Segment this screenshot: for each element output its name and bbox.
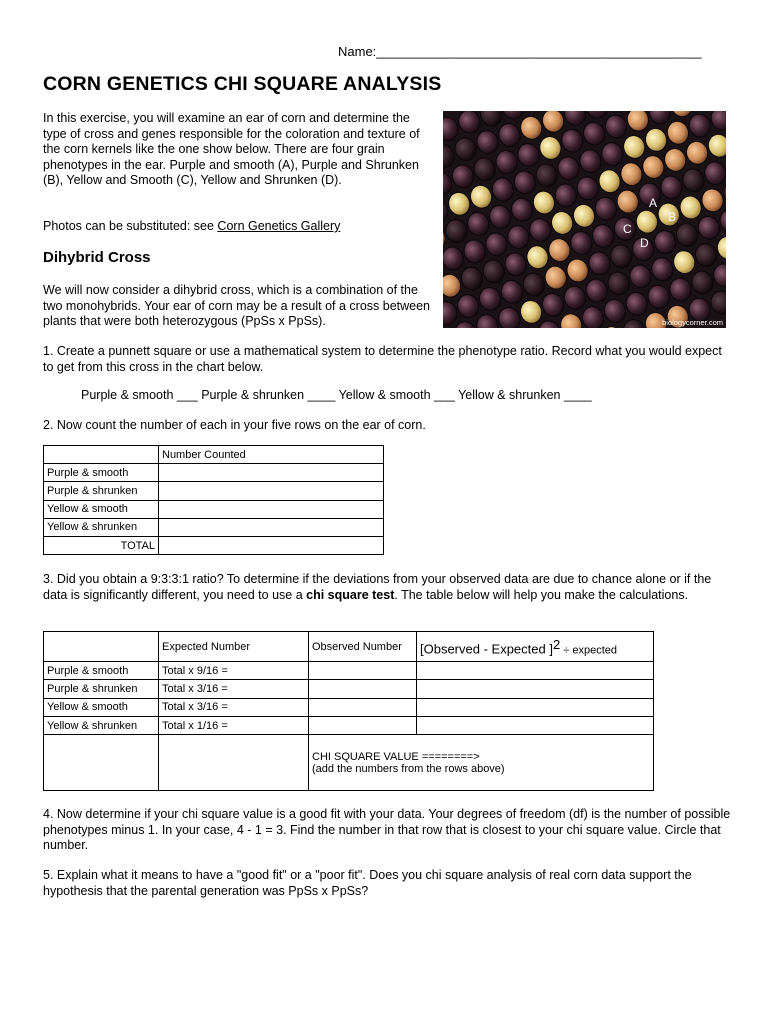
table-header-cell: Number Counted [159, 446, 384, 464]
photo-label-a: A [649, 196, 658, 210]
expected-header: Expected Number [159, 632, 309, 662]
q3-text-before: 3. Did you obtain a 9:3:3:1 ratio? To determine if the deviations from your observed data are due to chance alone or if the data is significantly different, you need to use a [43, 572, 712, 602]
row-label: Yellow & shrunken [44, 716, 159, 734]
chi-input-cell[interactable] [417, 716, 654, 734]
count-table [43, 445, 384, 555]
observed-input-cell[interactable] [309, 680, 417, 698]
observed-input-cell[interactable] [309, 716, 417, 734]
formula-tail: ÷ expected [560, 644, 617, 657]
table-row [44, 735, 654, 791]
photo-label-b: B [668, 210, 677, 224]
photos-note-prefix: Photos can be substituted: see [43, 219, 218, 233]
question-5: 5. Explain what it means to have a "good fit" or a "poor fit". Does you chi square analysis of real corn data support the hypothesis that the parental generation was PpSs x PpSs? [43, 868, 692, 898]
expected-cell[interactable]: Total x 3/16 = [159, 680, 309, 698]
count-input-cell[interactable] [159, 464, 384, 482]
count-input-cell[interactable] [159, 500, 384, 518]
question-2: 2. Now count the number of each in your five rows on the ear of corn. [43, 418, 426, 432]
expected-cell[interactable]: Total x 3/16 = [159, 698, 309, 716]
corn-genetics-gallery-link[interactable]: Corn Genetics Gallery [217, 219, 341, 233]
formula-header [417, 632, 654, 662]
q3-text-after: . The table below will help you make the calculations. [394, 587, 689, 602]
table-row [44, 500, 384, 518]
chi-value-label: CHI SQUARE VALUE ========> [312, 750, 480, 763]
row-label: Purple & smooth [44, 662, 159, 680]
photo-label-c: C [623, 222, 632, 236]
chi-square-table [43, 631, 654, 791]
question-1: 1. Create a punnett square or use a mathematical system to determine the phenotype ratio. Record what you would expect to get from this cross in the chart below. [43, 344, 722, 374]
photos-note [43, 219, 435, 235]
corn-ear-photo [443, 111, 726, 328]
table-row [44, 698, 654, 716]
expected-cell[interactable]: Total x 9/16 = [159, 662, 309, 680]
dihybrid-paragraph: We will now consider a dihybrid cross, which is a combination of the two monohybrids. Your ear of corn may be a result of a cross between plants that were both heterozygous (PpSs x PpSs). [43, 283, 431, 328]
photo-watermark: biologycorner.com [662, 318, 723, 327]
question-4: 4. Now determine if your chi square value is a good fit with your data. Your degrees of freedom (df) is the number of possible phenotypes minus 1. In your case, 4 - 1 = 3. Find the number in that row that is closest to your chi square value. Circle that number. [43, 807, 731, 852]
chi-value-cell[interactable] [309, 735, 654, 791]
table-row [44, 518, 384, 536]
chi-value-note: (add the numbers from the rows above) [312, 762, 505, 775]
count-input-cell[interactable] [159, 482, 384, 500]
row-label: Purple & shrunken [44, 482, 159, 500]
observed-header: Observed Number [309, 632, 417, 662]
total-label: TOTAL [44, 536, 159, 554]
row-label: Yellow & smooth [44, 500, 159, 518]
table-row [44, 716, 654, 734]
observed-input-cell[interactable] [309, 698, 417, 716]
count-input-cell[interactable] [159, 518, 384, 536]
expected-cell[interactable]: Total x 1/16 = [159, 716, 309, 734]
row-label: Yellow & smooth [44, 698, 159, 716]
photo-label-d: D [640, 236, 649, 250]
name-field[interactable]: Name:_____________________________________________ [338, 44, 702, 59]
table-row [44, 662, 654, 680]
table-row [44, 464, 384, 482]
table-cell [44, 735, 159, 791]
chi-input-cell[interactable] [417, 698, 654, 716]
chi-input-cell[interactable] [417, 680, 654, 698]
page-title: CORN GENETICS CHI SQUARE ANALYSIS [43, 73, 442, 95]
table-row [44, 482, 384, 500]
formula-main: [Observed - Expected ] [420, 641, 553, 657]
table-row [44, 680, 654, 698]
q3-bold: chi square test [306, 587, 395, 602]
table-cell [159, 735, 309, 791]
table-row [44, 446, 384, 464]
table-cell [44, 446, 159, 464]
chi-input-cell[interactable] [417, 662, 654, 680]
dihybrid-heading: Dihybrid Cross [43, 249, 151, 266]
table-row [44, 536, 384, 554]
observed-input-cell[interactable] [309, 662, 417, 680]
total-input-cell[interactable] [159, 536, 384, 554]
row-label: Purple & shrunken [44, 680, 159, 698]
row-label: Purple & smooth [44, 464, 159, 482]
formula-exponent: 2 [552, 636, 561, 652]
intro-paragraph: In this exercise, you will examine an ear of corn and determine the type of cross and genes responsible for the coloration and texture of the corn kernels like the one show below. There are four grain phenotypes in the ear. Purple and smooth (A), Purple and Shrunken (B), Yellow and Smooth (C), Yellow and Shrunken (D). [43, 111, 420, 187]
phenotype-ratio-line[interactable]: Purple & smooth ___ Purple & shrunken ____ Yellow & smooth ___ Yellow & shrunken ____ [81, 388, 592, 402]
question-3 [43, 572, 733, 603]
table-row [44, 632, 654, 662]
table-cell [44, 632, 159, 662]
row-label: Yellow & shrunken [44, 518, 159, 536]
